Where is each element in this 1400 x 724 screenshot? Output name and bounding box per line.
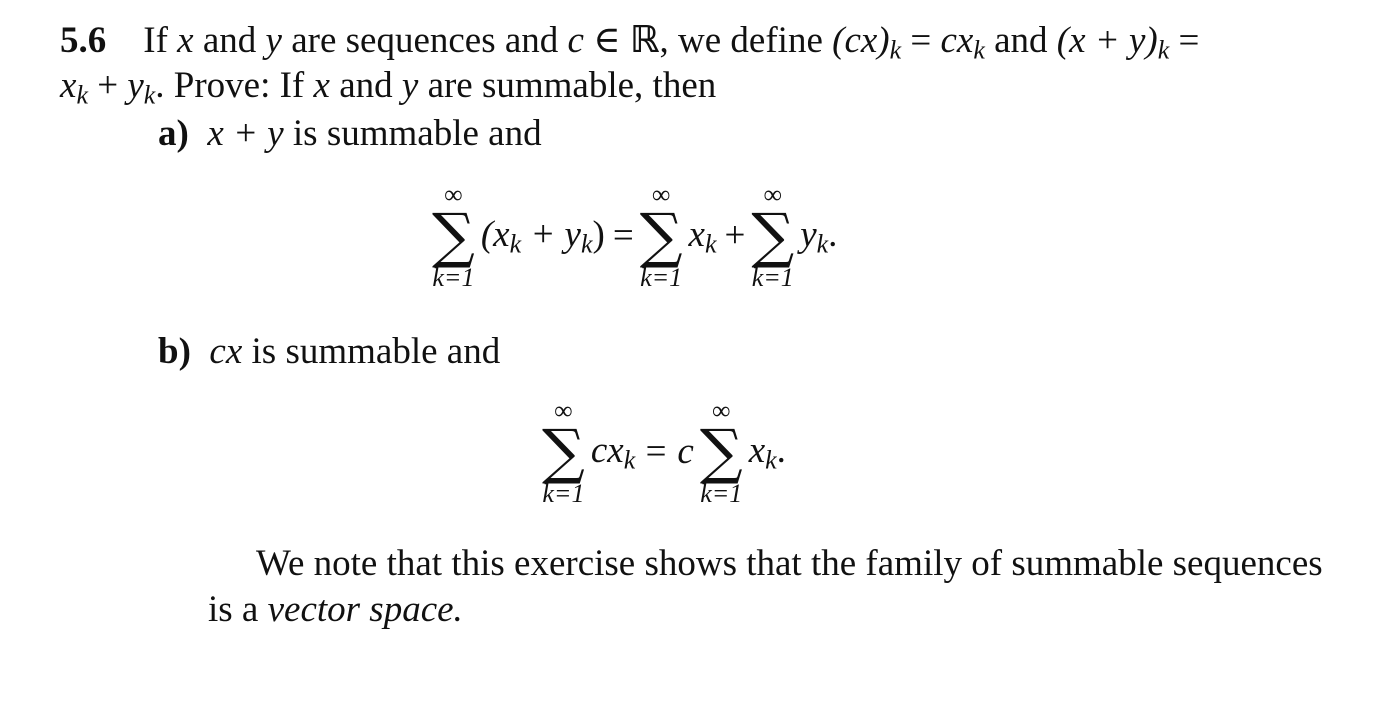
def2-left: (x + y) — [1056, 20, 1158, 61]
sigma-symbol: ∑ — [542, 417, 585, 487]
sum-upper-limit: ∞ — [711, 396, 731, 425]
sum-upper-limit: ∞ — [444, 180, 463, 209]
sum-upper-limit: ∞ — [651, 180, 671, 209]
text-prove: . Prove: If — [155, 65, 305, 106]
sigma-symbol: ∑ — [751, 201, 795, 271]
symbol-in: ∈ — [593, 20, 621, 61]
part-a-text: is summable and — [292, 113, 542, 154]
symbol-reals: ℝ — [629, 18, 660, 61]
var-x: x — [177, 20, 194, 61]
sub-k: k — [973, 35, 985, 65]
sum-upper-limit: ∞ — [763, 180, 783, 209]
sum-lower-limit: k=1 — [700, 479, 743, 508]
var-x: x — [313, 65, 330, 106]
text-summable-then: are summable, then — [427, 65, 717, 106]
sum-operator — [640, 182, 683, 291]
sum-operator — [700, 398, 743, 507]
note-line-1 — [256, 542, 1323, 586]
sum-lower-limit: k=1 — [432, 263, 475, 292]
plus-sign: + — [724, 215, 746, 257]
equals-sign: = — [910, 20, 932, 61]
sum-upper-limit: ∞ — [554, 396, 573, 425]
part-a-label: a) — [158, 113, 189, 154]
part-a-equation — [430, 182, 841, 291]
sum-operator — [432, 182, 475, 291]
sum-lower-limit: k=1 — [542, 479, 585, 508]
def1-left: (cx) — [832, 20, 890, 61]
var-y: y — [265, 20, 282, 61]
part-a-expr: x + y — [207, 113, 284, 154]
note-text-2: is a — [208, 589, 259, 630]
var-xk: x — [60, 65, 77, 106]
equals-sign: = — [612, 215, 634, 257]
sum-operator — [751, 182, 794, 291]
rhs-term-y: $y_k$. — [800, 214, 838, 259]
equals-sign: = — [1178, 20, 1200, 61]
exercise-statement-line-1 — [60, 18, 1199, 66]
exercise-statement-line-2 — [60, 64, 716, 111]
sigma-symbol: ∑ — [639, 201, 683, 271]
part-b-equation — [540, 398, 790, 507]
var-c: c — [567, 20, 584, 61]
rhs-term-x: $x_k$ — [688, 214, 717, 259]
text-we-define: , we define — [659, 20, 823, 61]
sum-operator — [542, 398, 585, 507]
note-text-1: We note that this exercise shows that the family of summable sequences — [256, 543, 1323, 584]
part-b-text: is summable and — [251, 331, 501, 372]
equals-c: = c — [643, 431, 694, 473]
text-and: and — [994, 20, 1048, 61]
exercise-number: 5.6 — [60, 20, 107, 61]
part-b-label: b) — [158, 331, 191, 372]
part-a-statement — [158, 112, 542, 156]
note-line-2 — [208, 588, 463, 632]
sub-k: k — [76, 80, 88, 110]
var-yk: y — [127, 65, 144, 106]
rhs-term: $x_k$. — [748, 430, 786, 475]
sigma-symbol: ∑ — [699, 417, 743, 487]
text-and: and — [339, 65, 393, 106]
part-b-statement — [158, 330, 500, 374]
lhs-term: $(x_k + y_k)$ — [480, 214, 605, 259]
sub-k: k — [143, 80, 156, 110]
def1-right: cx — [940, 20, 974, 61]
text-if: If — [143, 20, 168, 61]
text-are-sequences: are sequences and — [291, 20, 559, 61]
note-vector-space: vector space. — [267, 589, 463, 630]
part-b-expr: cx — [209, 331, 243, 372]
lhs-term: $cx_k$ — [590, 430, 636, 475]
text-and: and — [202, 20, 257, 61]
sub-k: k — [1157, 35, 1170, 65]
plus-sign: + — [97, 65, 119, 106]
sub-k: k — [889, 35, 902, 65]
sum-lower-limit: k=1 — [751, 263, 794, 292]
var-y: y — [401, 65, 419, 106]
sigma-symbol: ∑ — [432, 201, 475, 271]
sum-lower-limit: k=1 — [640, 263, 683, 292]
